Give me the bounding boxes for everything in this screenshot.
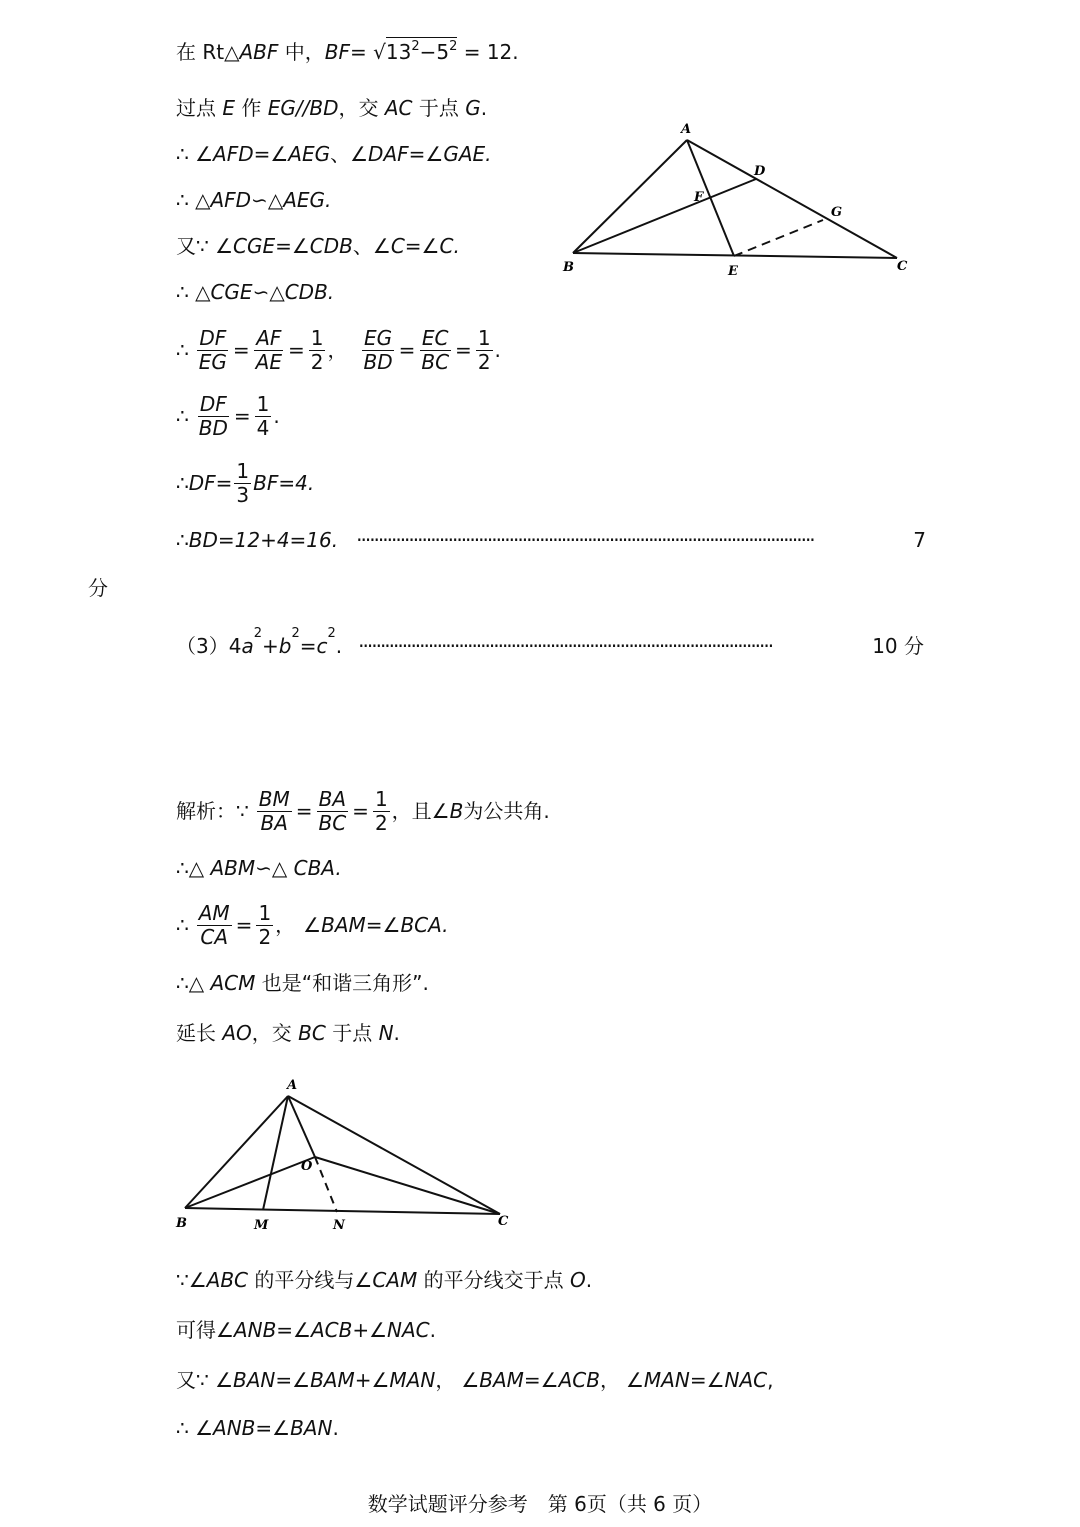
text: ∠BAN=∠BAM+∠MAN (215, 1368, 436, 1392)
text: . (335, 634, 343, 658)
figure-triangle-abc-2 (170, 1072, 520, 1237)
text: 2 (291, 626, 300, 641)
text: 可得 (176, 1318, 216, 1342)
den: BC (318, 810, 347, 835)
text: . (585, 1268, 593, 1292)
line-eg-parallel (176, 98, 487, 118)
therefore: ∴ (176, 338, 189, 362)
text: 解析：∵ (176, 799, 249, 823)
label-a: A (681, 122, 692, 137)
text: ∴ (176, 528, 189, 552)
text: ∴ △ (176, 188, 211, 212)
text: // (295, 96, 310, 120)
text: ∠ANB=∠ACB+∠NAC (216, 1318, 430, 1342)
num: 1 (310, 325, 324, 350)
text: ∴△ (176, 856, 211, 880)
segment-am (263, 1096, 288, 1210)
text: ，交 (251, 1021, 299, 1045)
text: ∠BAM=∠BCA. (303, 913, 449, 937)
text: ∵∠ (176, 1268, 207, 1292)
text: ，交 (338, 96, 385, 120)
den: 2 (477, 349, 491, 374)
num: EC (421, 325, 449, 350)
text: 2 (253, 626, 262, 641)
text: ∠AFD=∠AEG (195, 142, 331, 166)
line-analysis (176, 782, 550, 840)
fraction (197, 327, 229, 374)
text: ABM∽△ CBA. (210, 856, 342, 880)
figure-triangle-abc-1 (555, 118, 925, 288)
text: 延长 (176, 1021, 223, 1045)
text: 、 (330, 142, 351, 166)
segment-co (315, 1157, 500, 1214)
fraction (373, 788, 390, 835)
page-footer: 数学试题评分参考 第 6页（共 6 页） (367, 1492, 713, 1516)
text: ∴ (176, 142, 196, 166)
text: BF (253, 471, 279, 495)
line-similar-2 (176, 282, 334, 302)
equals: = (352, 799, 369, 823)
text: BD (188, 528, 218, 552)
segment-eg-dashed (734, 220, 823, 256)
line-conclusion (176, 1418, 339, 1438)
line-ban (176, 1370, 773, 1390)
text: 在 Rt△ (176, 40, 240, 64)
text: DF (188, 471, 216, 495)
text: . (332, 1416, 339, 1440)
den: 4 (256, 415, 270, 440)
equals: = (235, 913, 253, 937)
text: 作 (235, 96, 268, 120)
line-extend-ao (176, 1023, 400, 1043)
label-e: E (728, 264, 738, 279)
text: ，且∠ (391, 799, 450, 823)
line-part3-answer (176, 626, 924, 658)
text: −5 (419, 40, 450, 64)
num: EG (363, 325, 393, 350)
num: AF (256, 325, 282, 350)
segment-on-dashed (315, 1157, 337, 1212)
den: 2 (374, 810, 388, 835)
text: =4. (278, 471, 315, 495)
text: = (215, 471, 233, 495)
score-leader-dots: ········································································································· (356, 530, 814, 550)
side-ab (185, 1096, 288, 1208)
text: 于点 (412, 96, 466, 120)
label-d: D (754, 164, 766, 179)
fraction (197, 902, 232, 949)
text: ， (599, 1368, 620, 1392)
line-similar-1 (176, 190, 331, 210)
text: 2 (327, 626, 336, 641)
therefore: ∴ (176, 471, 189, 495)
score: 10 分 (872, 634, 924, 658)
text: = (299, 634, 317, 658)
text: ∠C=∠C. (372, 234, 460, 258)
label-g: G (831, 205, 843, 220)
fraction (255, 393, 272, 440)
num: DF (199, 325, 227, 350)
fraction (234, 460, 251, 507)
text: （3）4 (176, 634, 242, 658)
fraction (257, 788, 292, 835)
den: EG (198, 349, 227, 374)
text: ACM (210, 971, 256, 995)
text: 过点 (176, 96, 223, 120)
equals: = (455, 338, 472, 362)
text: ∠BAM=∠ACB (461, 1368, 600, 1392)
sqrt-sign: √ (373, 40, 386, 64)
fraction (256, 902, 273, 949)
text: 的平分线交于点 (417, 1268, 570, 1292)
segment-bo (185, 1157, 315, 1208)
text: AFD∽△AEG. (210, 188, 332, 212)
text: G (465, 96, 481, 120)
text: E (222, 96, 235, 120)
text: 中， (278, 40, 325, 64)
line-df-bd (176, 388, 280, 444)
equals: = (287, 338, 305, 362)
line-anb (176, 1320, 436, 1340)
score: 7 (913, 528, 926, 552)
den: BA (260, 810, 288, 835)
line-am-ca (176, 896, 449, 954)
text: ∴ (176, 1416, 196, 1440)
text: . (480, 96, 488, 120)
side-ac (288, 1096, 500, 1214)
text: AC (384, 96, 413, 120)
label-b: B (176, 1216, 187, 1231)
num: 1 (374, 786, 388, 811)
line-df-value (176, 454, 314, 512)
text: ∠CGE=∠CDB (215, 234, 353, 258)
score-unit: 分 (88, 576, 108, 600)
den: BD (363, 349, 393, 374)
line-similar-3 (176, 858, 342, 878)
text: EG (267, 96, 296, 120)
text: =12+4=16. (217, 528, 339, 552)
fraction (316, 788, 348, 835)
comma: ， (327, 338, 348, 362)
num: 1 (258, 900, 272, 925)
text: ， (275, 913, 296, 937)
text: 为公共角. (463, 799, 550, 823)
text: BF (324, 40, 350, 64)
text: b (278, 634, 292, 658)
text: , (767, 1368, 774, 1392)
den: 2 (258, 924, 272, 949)
text: c (316, 634, 328, 658)
text: ABF (239, 40, 279, 64)
text: BC (298, 1021, 326, 1045)
num: DF (199, 391, 227, 416)
text: ∴△ (176, 971, 211, 995)
text: ∠MAN=∠NAC (625, 1368, 768, 1392)
equals: = (398, 338, 416, 362)
den: CA (200, 924, 229, 949)
label-a: A (287, 1078, 298, 1093)
den: BD (198, 415, 228, 440)
line-angles-equal (176, 144, 492, 164)
text: B (449, 799, 464, 823)
text: 13 (385, 40, 412, 64)
radicand (386, 37, 458, 64)
num: 1 (256, 391, 270, 416)
line-bd-result (176, 530, 926, 550)
num: 1 (236, 458, 250, 483)
label-n: N (333, 1218, 345, 1233)
equals: = (233, 404, 251, 428)
score-leader-dots: ······························································································· (358, 636, 773, 656)
label-c: C (897, 259, 908, 274)
fraction (309, 327, 326, 374)
label-f: F (694, 190, 704, 205)
text: N (378, 1021, 394, 1045)
side-bc (185, 1208, 500, 1214)
line-harmonious (176, 973, 429, 993)
line-ratios (176, 322, 501, 378)
den: 3 (236, 482, 250, 507)
text: 又∵ (176, 234, 216, 258)
period: . (494, 338, 501, 362)
side-ab (573, 140, 687, 253)
line-bisectors (176, 1270, 592, 1290)
den: 2 (310, 349, 324, 374)
text: 、 (352, 234, 373, 258)
segment-ao (288, 1096, 315, 1157)
fraction (361, 327, 394, 374)
label-o: O (301, 1159, 313, 1174)
fraction (476, 327, 493, 374)
num: AM (198, 900, 230, 925)
therefore: ∴ (176, 913, 189, 937)
equals: = (232, 338, 250, 362)
text: 也是“和谐三角形”. (255, 971, 429, 995)
line-also-angles (176, 236, 460, 256)
text: a (241, 634, 254, 658)
num: BA (318, 786, 347, 811)
text: 2 (411, 39, 420, 54)
num: 1 (477, 325, 491, 350)
label-b: B (563, 260, 574, 275)
text: 2 (449, 39, 458, 54)
text: 又∵ (176, 1368, 216, 1392)
text: AO (222, 1021, 252, 1045)
text: 于点 (325, 1021, 379, 1045)
label-c: C (498, 1214, 509, 1229)
text: ， (435, 1368, 456, 1392)
den: BC (421, 349, 450, 374)
text: ABC (206, 1268, 249, 1292)
text: O (569, 1268, 586, 1292)
text: CAM (372, 1268, 418, 1292)
text: ∠ANB=∠BAN (195, 1416, 333, 1440)
fraction (197, 393, 230, 440)
text: = 12. (457, 40, 519, 64)
equals: = (295, 799, 313, 823)
period: . (273, 404, 280, 428)
label-m: M (254, 1218, 269, 1233)
line-rt-abf (176, 39, 519, 64)
fraction (419, 327, 451, 374)
text: = (349, 40, 374, 64)
fraction (254, 327, 284, 374)
text: + (262, 634, 279, 658)
therefore: ∴ (176, 404, 189, 428)
den: AE (255, 349, 282, 374)
text: . (393, 1021, 400, 1045)
num: BM (258, 786, 290, 811)
text: ∠DAF=∠GAE. (350, 142, 492, 166)
text: CGE∽△CDB. (210, 280, 335, 304)
text: BD (309, 96, 339, 120)
text: ∴ △ (176, 280, 211, 304)
text: . (429, 1318, 437, 1342)
text: 的平分线与∠ (248, 1268, 373, 1292)
side-ac (687, 140, 897, 258)
